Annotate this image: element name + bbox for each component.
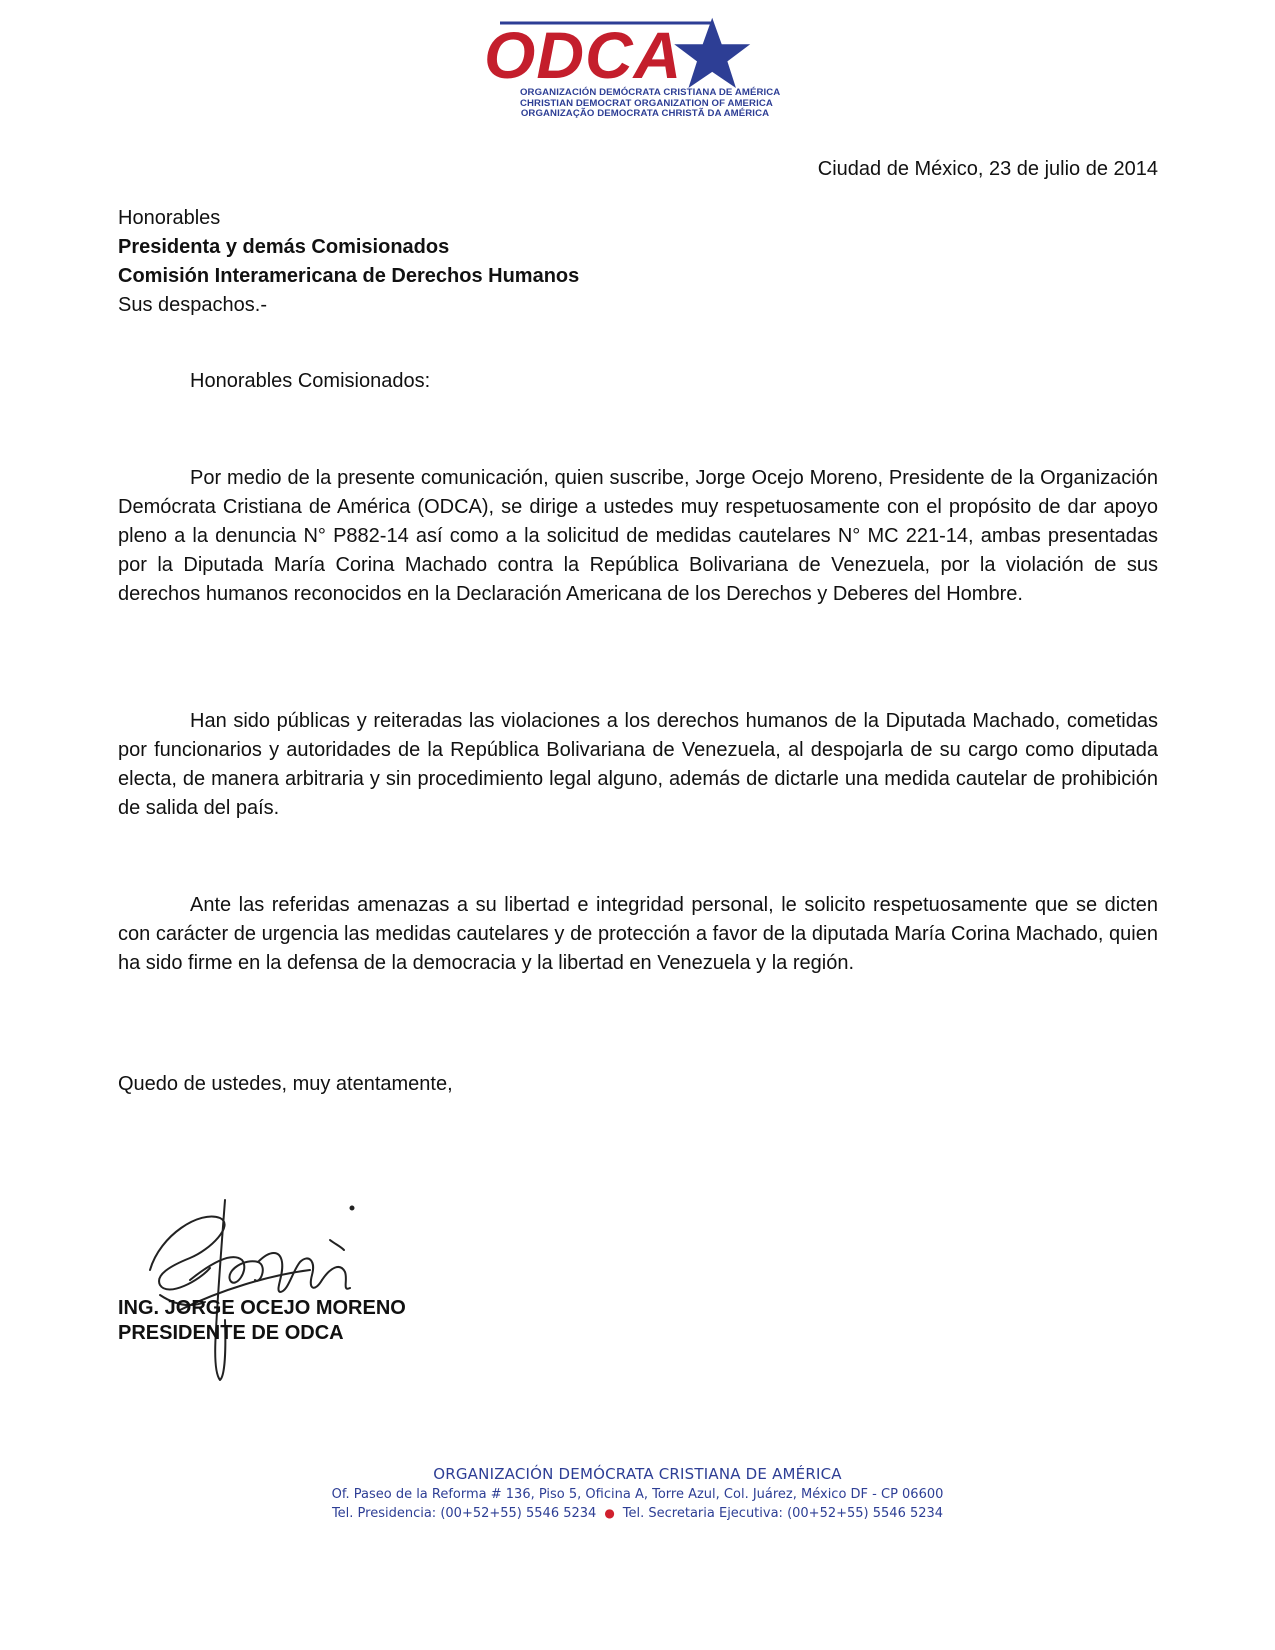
footer-phone-presidencia: Tel. Presidencia: (00+52+55) 5546 5234 <box>331 1506 597 1521</box>
addressee-recipient: Presidenta y demás Comisionados <box>118 236 450 258</box>
footer-phone-secretaria: Tel. Secretaria Ejecutiva: (00+52+55) 5546 5234 <box>622 1506 944 1521</box>
body-paragraph-2: Han sido públicas y reiteradas las violaciones a los derechos humanos de la Diputada Machado, cometidas por funcionarios y autoridades de la República Bolivariana de Venezuela, al despojarla de su cargo como diputada electa, de manera arbitraria y sin procedimiento legal alguno, además de dictarle una medida cautelar de prohibición de salida del país. <box>118 710 1158 819</box>
salutation: Honorables Comisionados: <box>190 370 431 392</box>
signer-name: ING. JORGE OCEJO MORENO <box>118 1297 406 1319</box>
odca-wordmark: ODCA <box>484 18 683 92</box>
footer-address: Of. Paseo de la Reforma # 136, Piso 5, Oficina A, Torre Azul, Col. Juárez, México DF - CP 06600 <box>331 1487 944 1502</box>
closing-line: Quedo de ustedes, muy atentamente, <box>118 1073 453 1095</box>
signer-title: PRESIDENTE DE ODCA <box>118 1322 344 1344</box>
letter-date: Ciudad de México, 23 de julio de 2014 <box>817 158 1158 180</box>
signer-block <box>118 1296 406 1346</box>
footer-organization: ORGANIZACIÓN DEMÓCRATA CRISTIANA DE AMÉRICA <box>433 1465 842 1483</box>
separator-dot-icon: ● <box>604 1506 615 1520</box>
logo-subtitle-en: CHRISTIAN DEMOCRAT ORGANIZATION OF AMERICA <box>520 97 773 109</box>
letterhead-footer <box>0 1465 1275 1521</box>
odca-wordmark-graphic <box>480 14 810 94</box>
addressee-institution: Comisión Interamericana de Derechos Humanos <box>118 265 580 287</box>
body-paragraph-3: Ante las referidas amenazas a su libertad e integridad personal, le solicito respetuosamente que se dicten con carácter de urgencia las medidas cautelares y de protección a favor de la diputada María Corina Machado, quien ha sido firme en la defensa de la democracia y la libertad en Venezuela y la región. <box>118 894 1158 974</box>
odca-logo <box>480 14 810 124</box>
footer-phones <box>0 1506 1275 1521</box>
handwritten-signature <box>130 1180 380 1390</box>
logo-subtitle <box>520 87 781 120</box>
addressee-closing: Sus despachos.- <box>118 294 267 316</box>
star-icon <box>674 18 750 88</box>
addressee-block <box>118 204 579 320</box>
logo-subtitle-pt: ORGANIZAÇÃO DEMOCRATA CHRISTÃ DA AMÉRICA <box>520 108 770 120</box>
logo-subtitle-es: ORGANIZACIÓN DEMÓCRATA CRISTIANA DE AMÉRICA <box>520 87 781 98</box>
body-paragraph-1: Por medio de la presente comunicación, quien suscribe, Jorge Ocejo Moreno, Presidente de la Organización Demócrata Cristiana de América (ODCA), se dirige a ustedes muy respetuosamente con el propósito de dar apoyo pleno a la denuncia N° P882-14 así como a la solicitud de medidas cautelares N° MC 221-14, ambas presentadas por la Diputada María Corina Machado contra la República Bolivariana de Venezuela, por la violación de sus derechos humanos reconocidos en la Declaración Americana de los Derechos y Deberes del Hombre. <box>118 467 1158 605</box>
addressee-honorific: Honorables <box>118 207 221 229</box>
